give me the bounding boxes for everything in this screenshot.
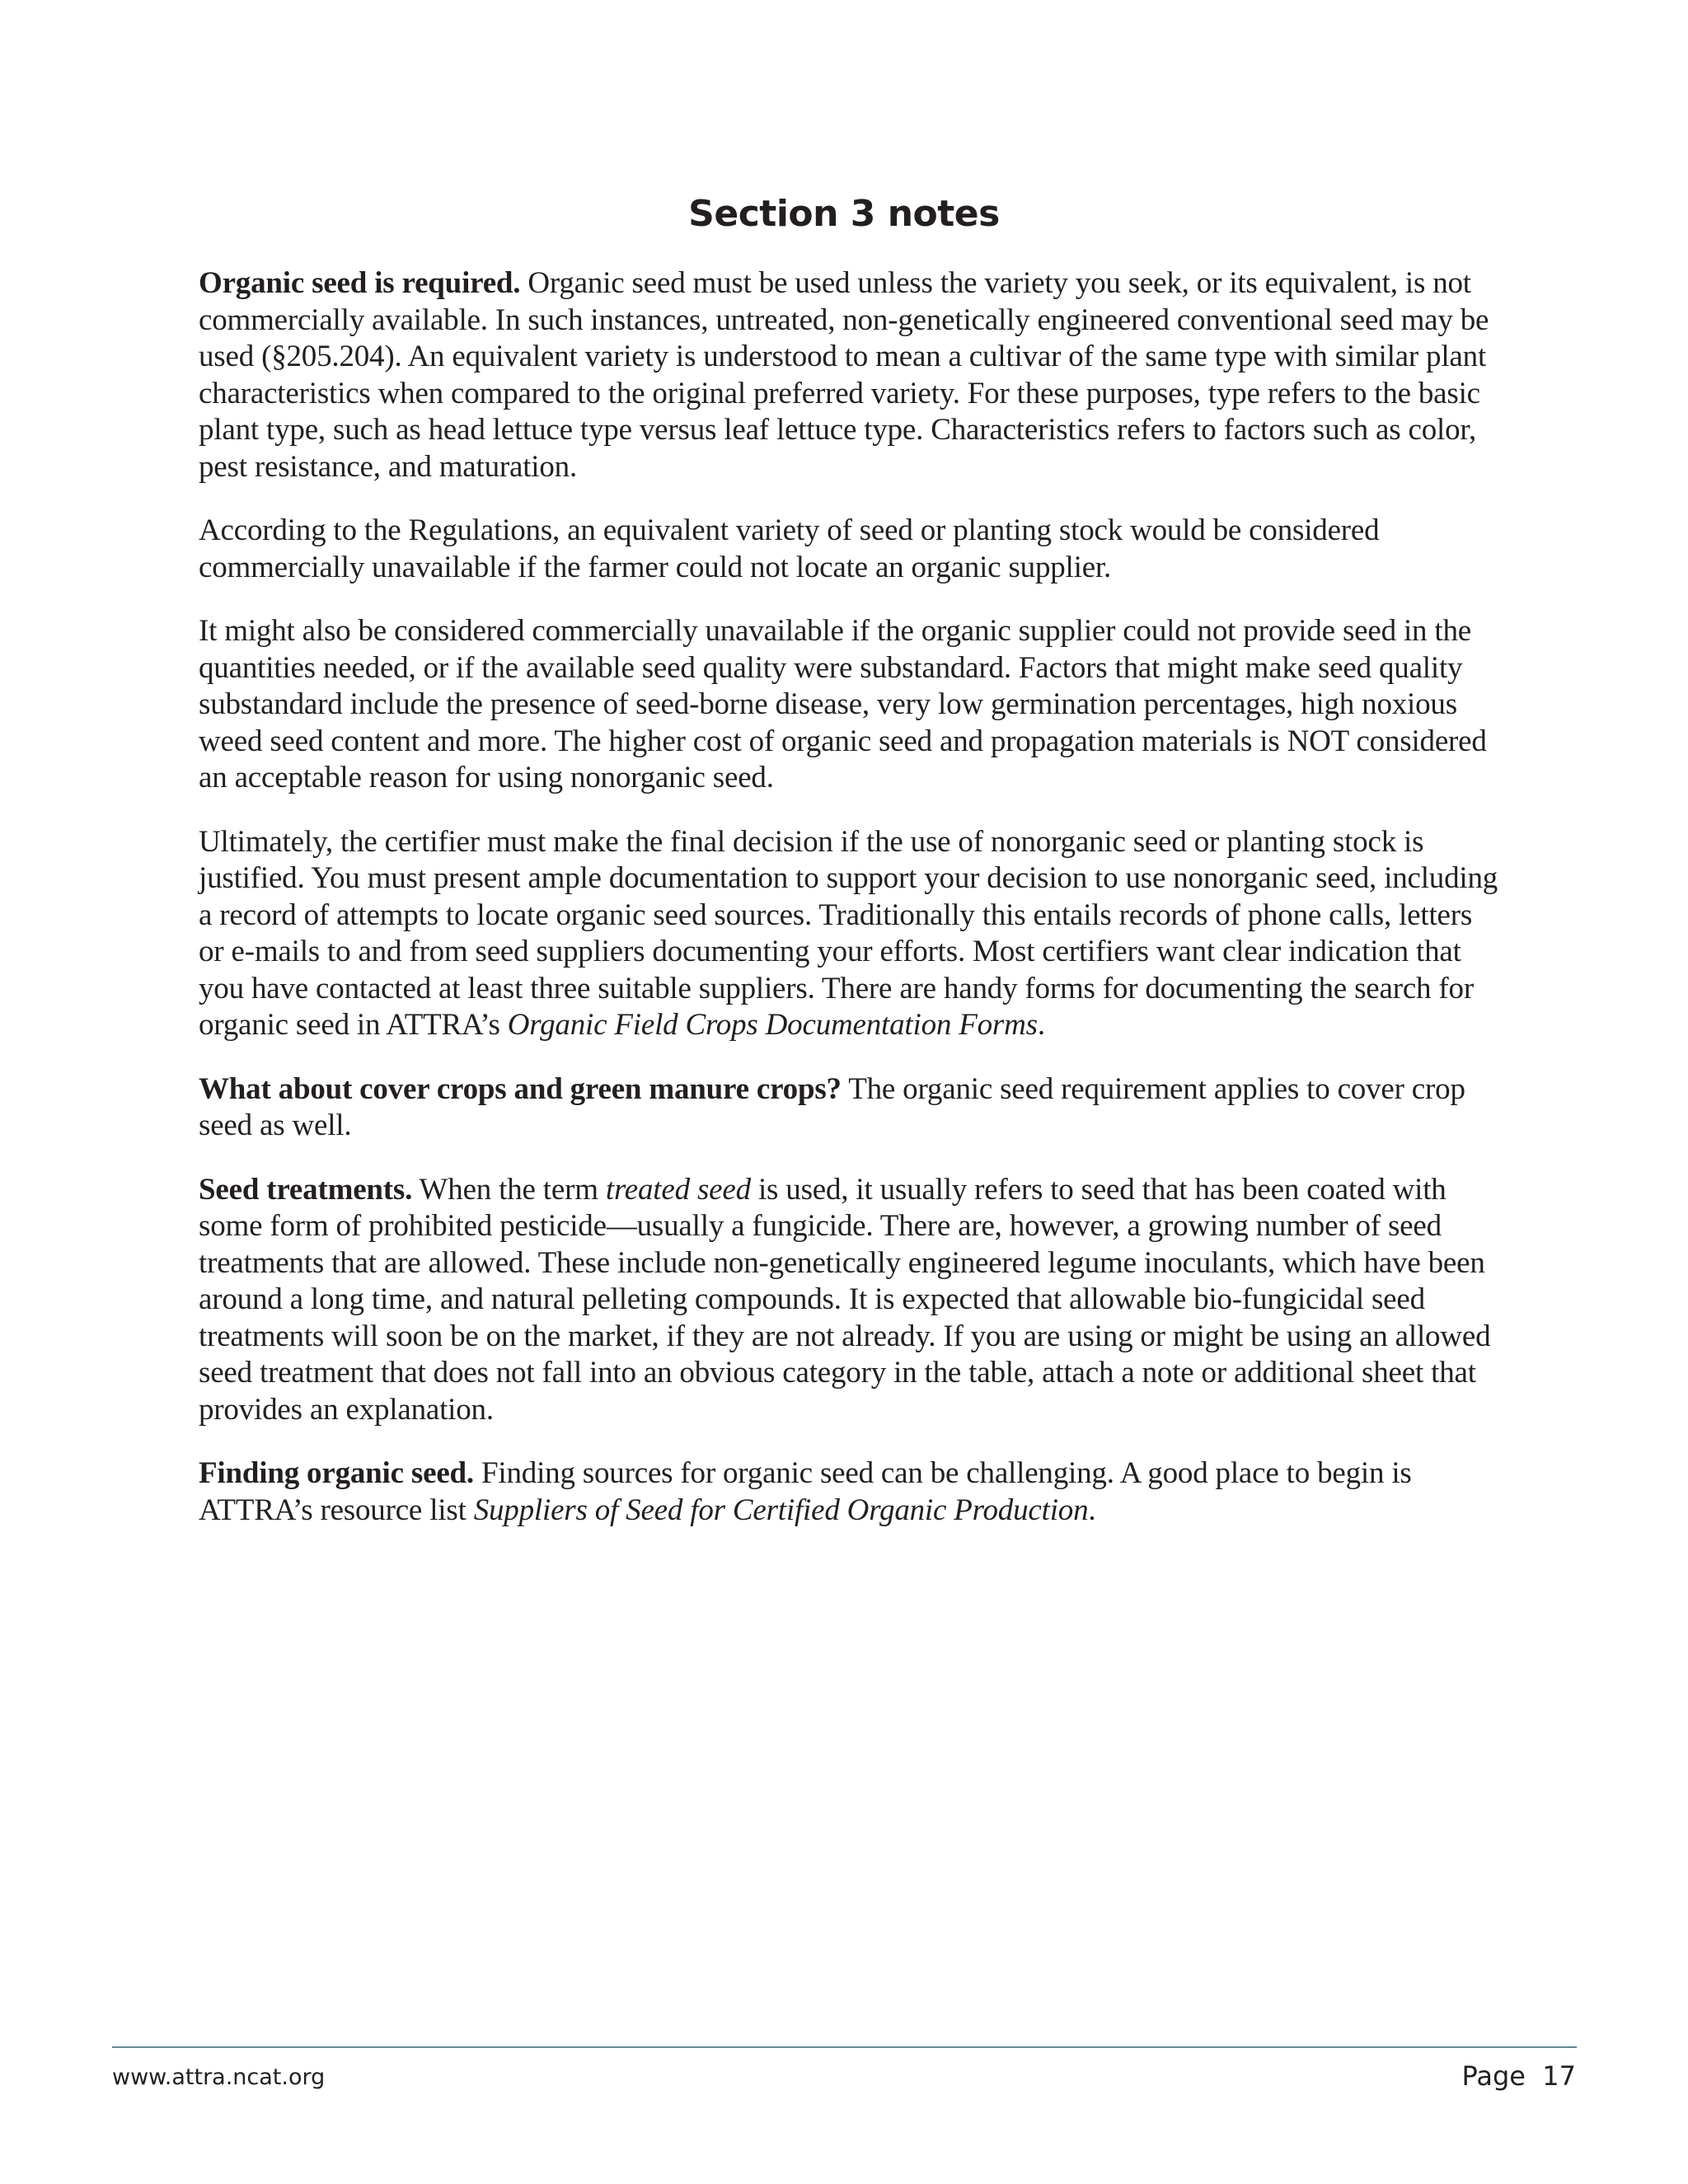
paragraph-commercially-unavailable xyxy=(199,613,1501,797)
document-reference: Organic Field Crops Documentation Forms xyxy=(507,1008,1038,1042)
paragraph-lead: Organic seed is required. xyxy=(199,266,521,300)
paragraph-organic-seed-required xyxy=(199,265,1501,485)
paragraph-text: Ultimately, the certifier must make the final decision if the use of nonorganic seed or planting stock is justified. You must present ample documentation to support your decision to use nonorganic seed, including a record of attempts to locate organic seed sources. Traditionally this entails records of phone calls, letters or e-mails to and from seed suppliers documenting your efforts. Most certifiers want clear indication that you have contacted at least three suitable suppliers. There are handy forms for documenting the search for organic seed in ATTRA’s xyxy=(199,824,1498,1042)
footer-divider xyxy=(112,2046,1577,2048)
paragraph-seed-treatments xyxy=(199,1172,1501,1429)
paragraph-finding-organic-seed xyxy=(199,1455,1501,1529)
paragraph-text: According to the Regulations, an equivalent variety of seed or planting stock would be considered commercially unavailable if the farmer could not locate an organic supplier. xyxy=(199,513,1380,584)
paragraph-lead: What about cover crops and green manure crops? xyxy=(199,1071,842,1106)
paragraph-text: When the term xyxy=(412,1172,606,1207)
page-title: Section 3 notes xyxy=(688,193,1000,235)
term-emphasis: treated seed xyxy=(605,1172,751,1207)
paragraph-text: . xyxy=(1037,1008,1045,1042)
paragraph-certifier-decision xyxy=(199,824,1501,1044)
footer-url: www.attra.ncat.org xyxy=(112,2064,326,2090)
paragraph-text: is used, it usually refers to seed that has been coated with some form of prohibited pesticide—usually a fungicide. There are, however, a growing number of seed treatments that are allowed. These include non-genetically engineered legume inoculants, which have been around a long time, and natural pelleting compounds. It is expected that allowable bio-fungicidal seed treatments will soon be on the market, if they are not already. If you are using or might be using an allowed seed treatment that does not fall into an obvious category in the table, attach a note or additional sheet that provides an explanation. xyxy=(199,1172,1491,1427)
paragraph-text: Finding sources for organic seed can be challenging. A good place to begin is ATTRA’s resource list xyxy=(199,1456,1412,1527)
paragraph-equivalent-variety xyxy=(199,513,1501,586)
paragraph-text: Organic seed must be used unless the variety you seek, or its equivalent, is not commercially available. In such instances, untreated, non-genetically engineered conventional seed may be used (§205.204). An equivalent variety is understood to mean a cultivar of the same type with similar plant characteristics when compared to the original preferred variety. For these purposes, type refers to the basic plant type, such as head lettuce type versus leaf lettuce type. Characteristics refers to factors such as color, pest resistance, and maturation. xyxy=(199,266,1489,484)
paragraph-cover-crops xyxy=(199,1071,1501,1145)
paragraph-text: It might also be considered commercially unavailable if the organic supplier could not provide seed in the quantities needed, or if the available seed quality were substandard. Factors that might make seed quality substandard include the presence of seed-borne disease, very low germination percentages, high noxious weed seed content and more. The higher cost of organic seed and propagation materials is NOT considered an acceptable reason for using nonorganic seed. xyxy=(199,614,1487,794)
paragraph-text: . xyxy=(1088,1493,1096,1527)
paragraph-lead: Finding organic seed. xyxy=(199,1456,474,1490)
paragraph-lead: Seed treatments. xyxy=(199,1172,413,1207)
page-number: Page 17 xyxy=(1461,2060,1576,2092)
document-reference: Suppliers of Seed for Certified Organic Production xyxy=(473,1493,1089,1527)
notes-body xyxy=(199,265,1501,1556)
paragraph-text: The organic seed requirement applies to cover crop seed as well. xyxy=(199,1071,1465,1142)
